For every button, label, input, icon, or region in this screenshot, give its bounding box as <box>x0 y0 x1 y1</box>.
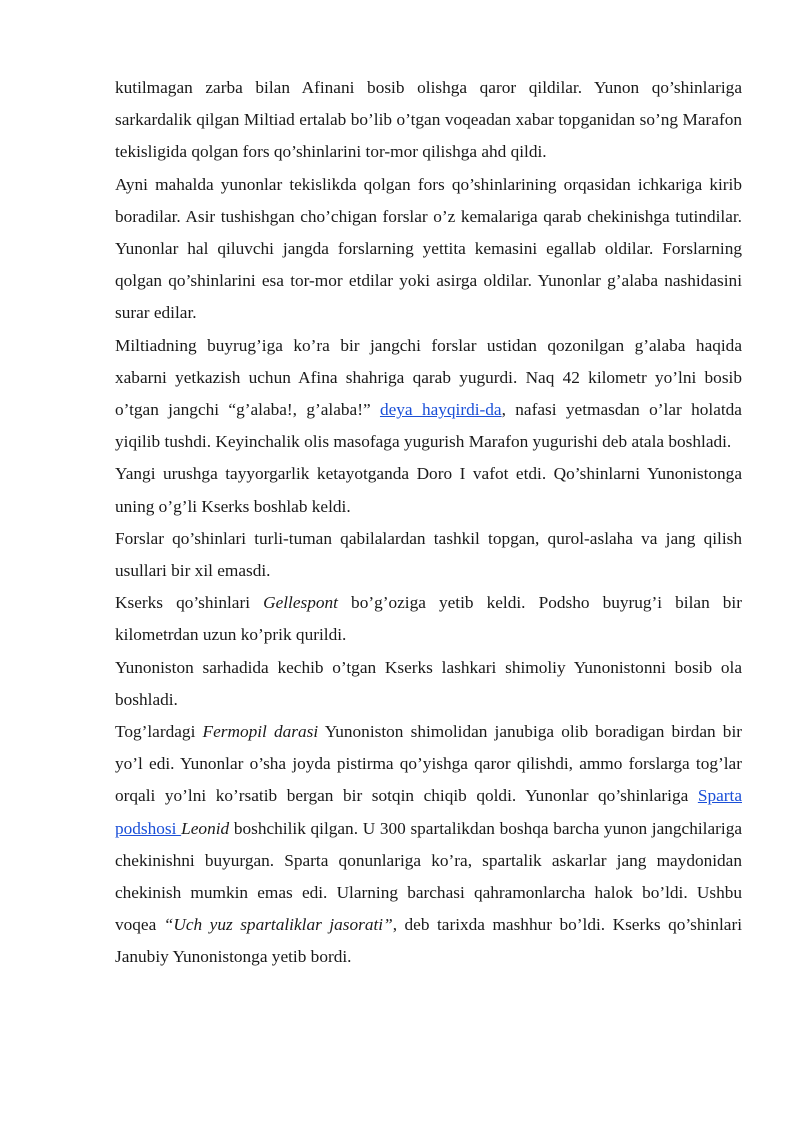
paragraph-5 <box>115 523 742 587</box>
paragraph-8-text-start: Tog’lardagi <box>115 722 203 742</box>
paragraph-7 <box>115 652 742 716</box>
document-body <box>115 72 742 974</box>
paragraph-7-text: Yunoniston sarhadida kechib o’tgan Kserks lashkari shimoliy Yunonistonni bosib ola boshladi. <box>115 657 742 709</box>
paragraph-3-text-start: Miltiadning buyrug’iga ko’ra bir jangchi forslar ustidan qozonilgan g’alaba haqida xabarni yetkazish uchun Afina shahriga qarab yugurdi. Naq 42 kilometr yo’lni bosib o’tgan jangchi “g’alaba!, g’alaba!” <box>115 335 742 420</box>
term-leonid: Leonid <box>181 818 230 838</box>
paragraph-6-text-end: bo’g’oziga yetib keldi. Podsho buyrug’i bilan bir kilometrdan uzun ko’prik qurildi. <box>115 593 742 645</box>
paragraph-8-text-mid1: Yunoniston shimolidan janubiga olib boradigan birdan bir yo’l edi. Yunonlar o’sha joyda pistirma qo’yishga qaror qilishdi, ammo forslarga tog’lar orqali yo’lni ko’rsatib bergan bir sotqin chiqib qoldi. Yunonlar qo’shinlariga <box>115 722 743 806</box>
term-fermopil-darasi: Fermopil darasi <box>202 722 319 742</box>
term-uch-yuz-spartaliklar-jasorati: “Uch yuz spartaliklar jasorati” <box>163 915 393 935</box>
paragraph-2 <box>115 169 742 330</box>
paragraph-6-text-start: Kserks qo’shinlari <box>115 593 264 613</box>
term-gellespont: Gellespont <box>263 593 338 613</box>
paragraph-8-text-mid2: boshchilik qilgan. U 300 spartalikdan boshqa barcha yunon jangchilariga chekinishni buyurgan. Sparta qonunlariga ko’ra, spartalik askarlar jang maydonidan chekinish mumkin emas edi. Ularning barchasi qahramonlarcha halok bo’ldi. Ushbu voqea <box>115 818 743 935</box>
paragraph-3 <box>115 330 742 459</box>
paragraph-4-text: Yangi urushga tayyorgarlik ketayotganda Doro I vafot etdi. Qo’shinlarni Yunonistonga uning o’g’li Kserks boshlab keldi. <box>115 464 742 516</box>
hyperlink-sparta-podshosi[interactable]: Sparta podshosi <box>115 786 742 838</box>
paragraph-2-text: Ayni mahalda yunonlar tekislikda qolgan fors qo’shinlarining orqasidan ichkariga kirib boradilar. Asir tushishgan cho’chigan forslar o’z kemalariga qarab chekinishga tutindilar. Yunonlar hal qiluvchi jangda forslarning yettita kemasini egallab oldilar. Forslarning qolgan qo’shinlarini esa tor-mor etdilar yoki asirga oldilar. Yunonlar g’alaba nashidasini surar edilar. <box>115 174 742 323</box>
paragraph-1-text: kutilmagan zarba bilan Afinani bosib olishga qaror qildilar. Yunon qo’shinlariga sarkardalik qilgan Miltiad ertalab bo’lib o’tgan voqeadan xabar topganidan so’ng Marafon tekisligida qolgan fors qo’shinlarini tor-mor qilishga ahd qildi. <box>115 78 742 162</box>
paragraph-8 <box>115 716 742 974</box>
paragraph-4 <box>115 458 742 522</box>
hyperlink-deya-hayqirdi[interactable]: deya hayqirdi-da <box>379 400 502 420</box>
paragraph-5-text: Forslar qo’shinlari turli-tuman qabilalardan tashkil topgan, qurol-aslaha va jang qilish usullari bir xil emasdi. <box>115 528 742 581</box>
paragraph-3-text-end: , nafasi yetmasdan o’lar holatda yiqilib tushdi. Keyinchalik olis masofaga yugurish Marafon yugurishi deb atala boshladi. <box>115 400 742 452</box>
paragraph-6 <box>115 587 742 651</box>
paragraph-8-text-end: , deb tarixda mashhur bo’ldi. Kserks qo’shinlari Janubiy Yunonistonga yetib bordi. <box>115 915 742 967</box>
paragraph-1 <box>115 72 742 169</box>
